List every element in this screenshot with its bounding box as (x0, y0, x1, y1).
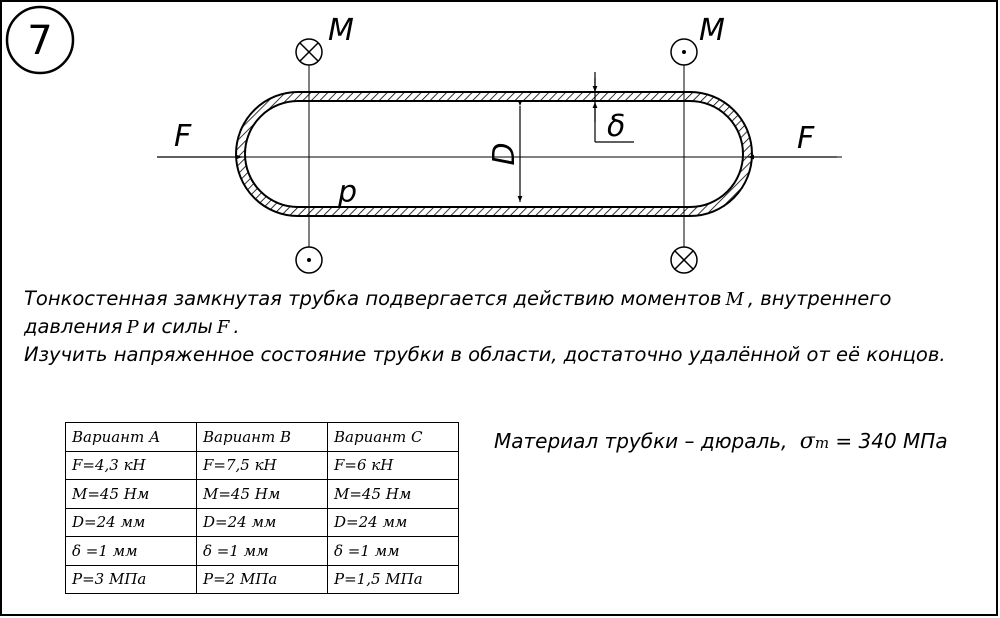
tube-diagram (2, 2, 998, 277)
table-header-cell: Вариант В (197, 423, 328, 452)
table-cell: F=6 кН (328, 451, 459, 480)
task-number: 7 (27, 18, 53, 64)
moment-out-of-page-icon (296, 247, 322, 273)
table-row (66, 537, 459, 566)
force-label-right: F (797, 121, 815, 156)
moment-into-page-icon (296, 39, 322, 65)
moment-out-of-page-icon (671, 39, 697, 65)
yield-strength-symbol: σт (799, 429, 830, 454)
table-cell: D=24 мм (66, 508, 197, 537)
problem-line-1: Тонкостенная замкнутая трубка подвергается действию моментов M , внутреннего (24, 287, 892, 310)
table-row (66, 508, 459, 537)
problem-line-2: давления P и силы F . (24, 315, 240, 338)
table-row (66, 480, 459, 509)
table-cell: F=7,5 кН (197, 451, 328, 480)
pressure-label: p (338, 175, 358, 210)
table-header-cell: Вариант С (328, 423, 459, 452)
variants-table (65, 422, 459, 594)
moment-symbol: M (725, 289, 744, 310)
diameter-label: D (487, 142, 522, 166)
table-cell: P=2 МПа (197, 565, 328, 594)
problem-line-3: Изучить напряженное состояние трубки в области, достаточно удалённой от её концов. (24, 343, 946, 366)
table-cell: M=45 Нм (197, 480, 328, 509)
thickness-label: δ (607, 109, 626, 144)
table-header-cell: Вариант А (66, 423, 197, 452)
table-cell: D=24 мм (197, 508, 328, 537)
pressure-symbol: P (126, 317, 139, 338)
force-symbol: F (216, 317, 230, 338)
material-note: Материал трубки – дюраль, σт = 340 МПа (494, 429, 948, 454)
table-row (66, 565, 459, 594)
moment-label-left: M (328, 13, 354, 48)
table-cell: P=3 МПа (66, 565, 197, 594)
table-cell: M=45 Нм (66, 480, 197, 509)
table-cell: δ =1 мм (66, 537, 197, 566)
table-cell: δ =1 мм (197, 537, 328, 566)
table-cell: δ =1 мм (328, 537, 459, 566)
table-cell: F=4,3 кН (66, 451, 197, 480)
table-cell: D=24 мм (328, 508, 459, 537)
moment-label-right: M (699, 13, 725, 48)
table-row (66, 451, 459, 480)
problem-statement (24, 285, 989, 368)
task-number-badge (7, 7, 73, 73)
table-header-row (66, 423, 459, 452)
moment-into-page-icon (671, 247, 697, 273)
table-cell: M=45 Нм (328, 480, 459, 509)
force-label-left: F (174, 119, 192, 154)
table-cell: P=1,5 МПа (328, 565, 459, 594)
